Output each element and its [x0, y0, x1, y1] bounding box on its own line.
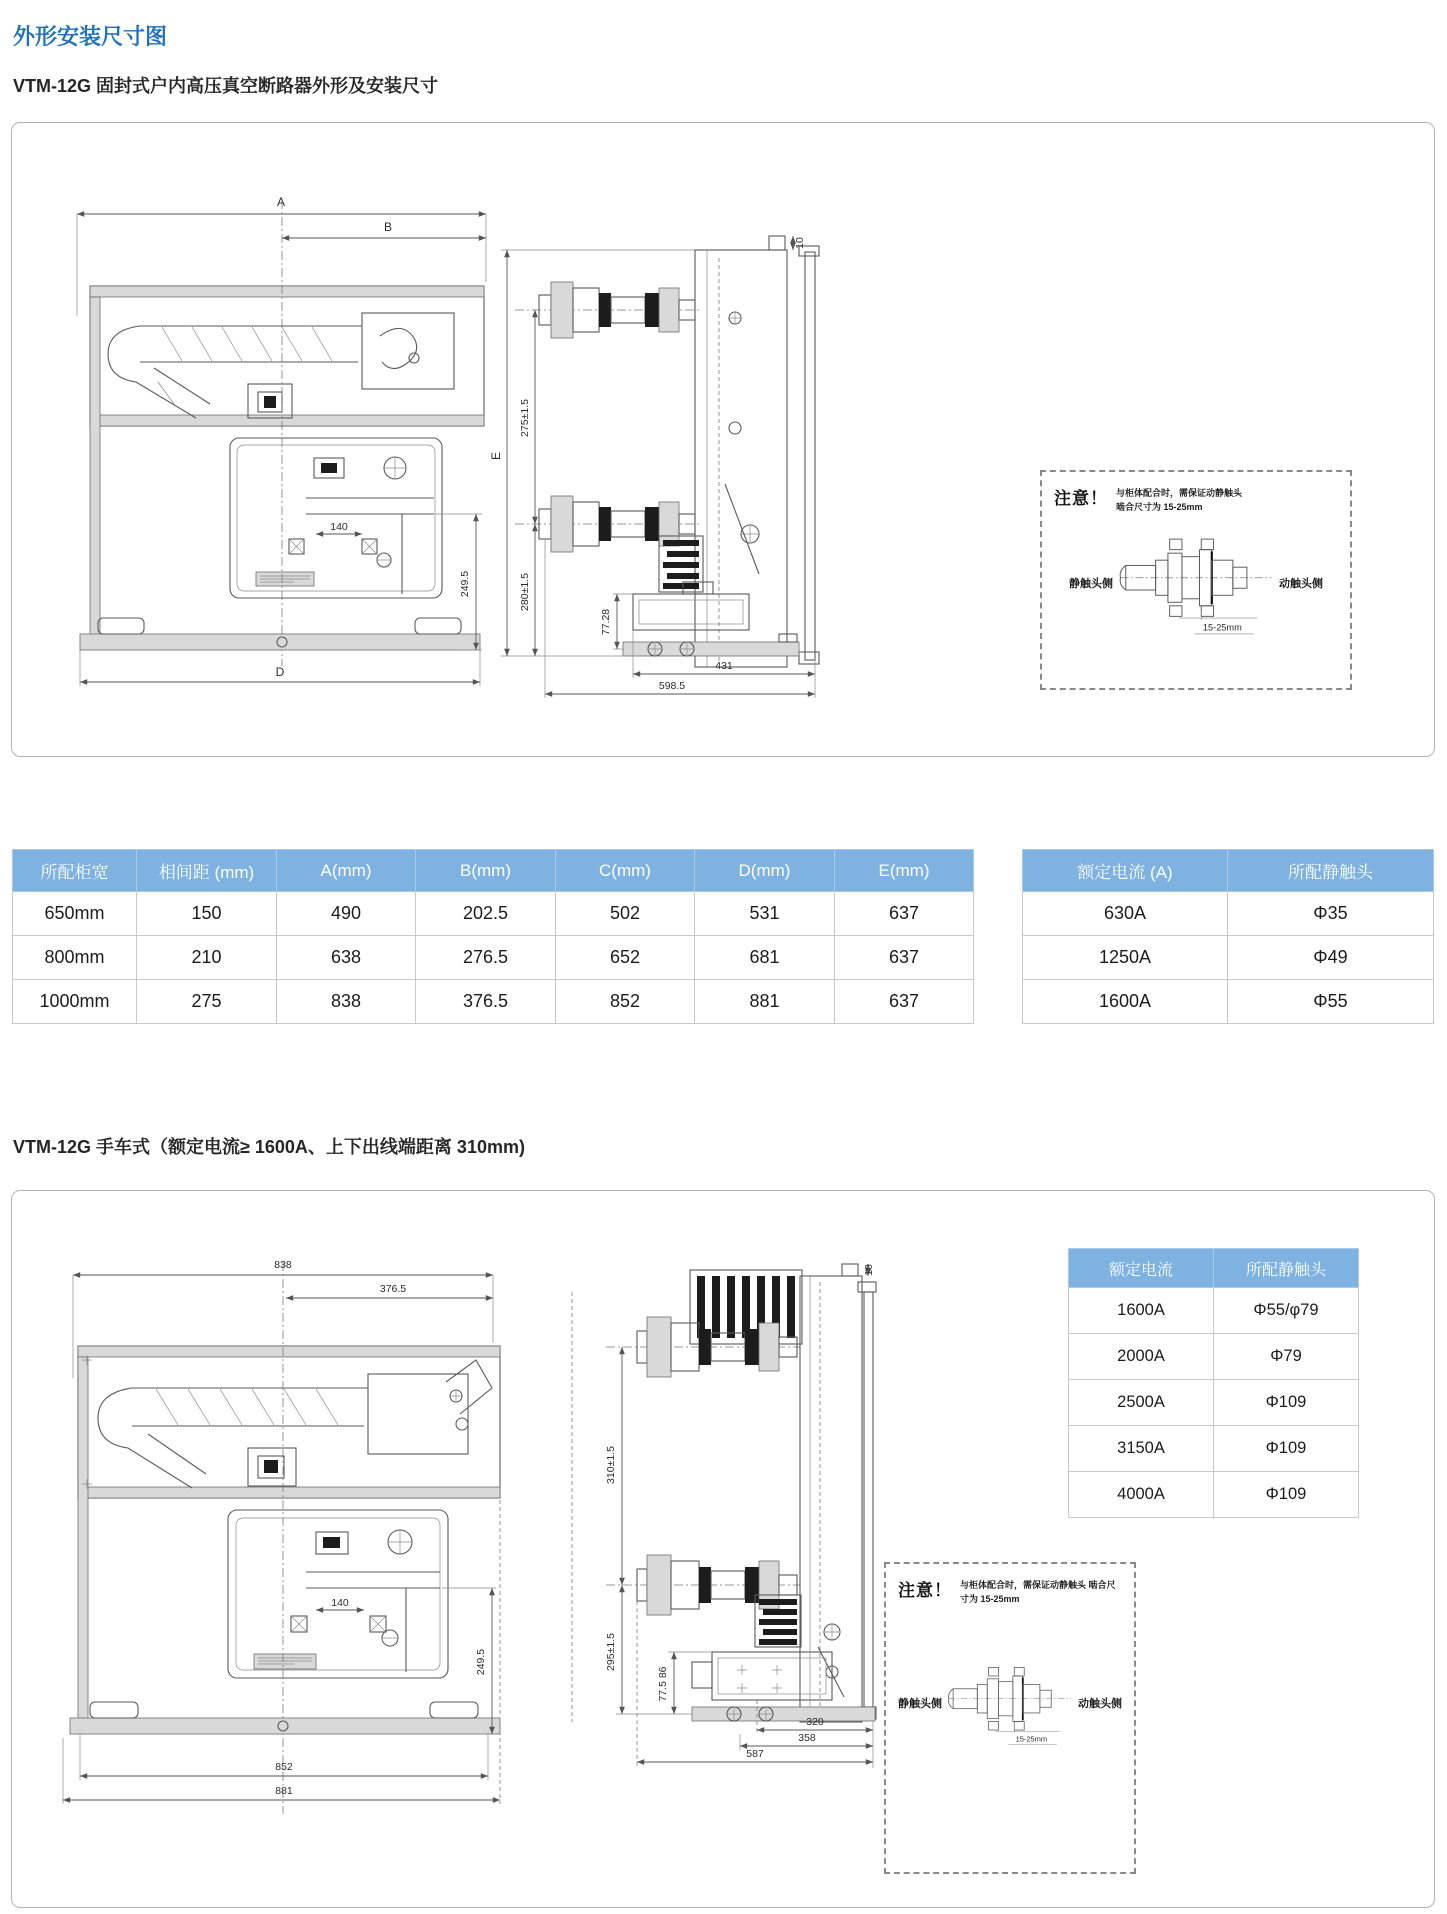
dim-label-140: 140: [331, 1597, 349, 1609]
table-cell: 1600A: [1069, 1288, 1214, 1334]
table-cell: 637: [835, 892, 974, 936]
dim-label-280: 280±1.5: [519, 573, 531, 611]
front-view-drawing-2: [48, 1248, 528, 1848]
contact-table-fixed: [1022, 849, 1434, 1024]
table-cell: 276.5: [416, 936, 556, 980]
housing-chamber: [78, 1346, 500, 1728]
dim-label-320: 320: [806, 1716, 824, 1728]
column-header: 额定电流 (A): [1023, 850, 1228, 892]
table-cell: 652: [556, 936, 695, 980]
terminal-box: [368, 1360, 492, 1454]
column-header: E(mm): [835, 850, 974, 892]
terminal-box: [362, 313, 454, 389]
front-view-drawing-1: [62, 186, 492, 706]
section1-subtitle: VTM-12G 固封式户内高压真空断路器外形及安装尺寸: [13, 76, 439, 96]
bellows: [659, 536, 703, 592]
note-line-1: 与柜体配合时，需保证动静触头: [1116, 488, 1243, 498]
note-title: 注意！: [1054, 489, 1108, 508]
table-cell: 852: [556, 980, 695, 1024]
table-cell: 637: [835, 936, 974, 980]
table-cell: 800mm: [13, 936, 137, 980]
dim-852: [80, 1734, 488, 1780]
cable-clamp: [248, 1448, 296, 1486]
pole-assembly-upper: [515, 282, 699, 338]
moving-contact-label: 动触头侧: [1279, 577, 1323, 590]
dimension-table: [12, 849, 974, 1024]
table-row: [1023, 980, 1434, 1024]
table-cell: 881: [695, 980, 835, 1024]
dim-B: [282, 220, 486, 238]
dim-10: [863, 1264, 875, 1276]
column-header: 所配柜宽: [13, 850, 137, 892]
dim-label-431: 431: [715, 660, 733, 672]
table-cell: Φ35: [1228, 892, 1434, 936]
dim-label-140: 140: [330, 521, 348, 533]
table-cell: 2500A: [1069, 1380, 1214, 1426]
bottom-assembly: [692, 1652, 875, 1721]
table-header-row: [1023, 850, 1434, 892]
note-text: [960, 1578, 1122, 1607]
table-cell: Φ55: [1228, 980, 1434, 1024]
dim-881: [63, 1500, 500, 1804]
dim-280: [519, 524, 535, 656]
section2-subtitle: VTM-12G 手车式（额定电流≥ 1600A、上下出线端距离 310mm): [13, 1137, 525, 1157]
table-cell: 210: [137, 936, 277, 980]
dim-3765: [286, 1283, 493, 1298]
dim-label-587: 587: [746, 1748, 764, 1760]
dim-310: [605, 1347, 622, 1585]
dim-label-775-86: 77.5 86: [657, 1666, 669, 1702]
cable-clamp: [248, 384, 292, 418]
note-line-2: 啮合尺寸为 15-25mm: [960, 1580, 1116, 1605]
dim-label-2495: 249.5: [459, 570, 471, 598]
table-cell: 150: [137, 892, 277, 936]
table-cell: 376.5: [416, 980, 556, 1024]
side-view-drawing-2: [542, 1252, 877, 1777]
column-header: D(mm): [695, 850, 835, 892]
table-cell: 1250A: [1023, 936, 1228, 980]
mechanism-box: [230, 438, 442, 598]
dim-label-5985: 598.5: [658, 680, 686, 692]
table-header-row: [13, 850, 974, 892]
table-cell: 2000A: [1069, 1334, 1214, 1380]
note-line-1: 与柜体配合时，需保证动静触头: [960, 1580, 1087, 1590]
table-cell: Φ109: [1214, 1380, 1359, 1426]
table-cell: 3150A: [1069, 1426, 1214, 1472]
table-cell: 531: [695, 892, 835, 936]
dim-label-310: 310±1.5: [605, 1446, 617, 1484]
table-header-row: [1069, 1249, 1359, 1288]
table-cell: 1000mm: [13, 980, 137, 1024]
dim-label-a: A: [276, 195, 286, 209]
dim-D: [80, 650, 480, 686]
dim-label-275: 275±1.5: [519, 399, 531, 437]
table-cell: Φ109: [1214, 1472, 1359, 1518]
note-line-2: 啮合尺寸为 15-25mm: [1116, 502, 1203, 513]
dim-label-10: 10: [863, 1264, 875, 1276]
frame-plate: [800, 1264, 876, 1722]
contact-table-handcart: [1068, 1248, 1359, 1518]
engagement-gap-label: 15-25mm: [1015, 1734, 1048, 1744]
table-cell: 681: [695, 936, 835, 980]
column-header: 所配静触头: [1214, 1249, 1359, 1288]
table-cell: Φ79: [1214, 1334, 1359, 1380]
table-row: [1023, 936, 1434, 980]
contact-engagement-diagram: [1117, 519, 1275, 647]
table-cell: 275: [137, 980, 277, 1024]
table-cell: 202.5: [416, 892, 556, 936]
table-cell: 838: [277, 980, 416, 1024]
column-header: 所配静触头: [1228, 850, 1434, 892]
dim-label-358: 358: [798, 1732, 816, 1744]
table-row: [13, 936, 974, 980]
column-header: 额定电流: [1069, 1249, 1214, 1288]
note-text: [1116, 486, 1242, 515]
table-cell: 637: [835, 980, 974, 1024]
table-cell: Φ49: [1228, 936, 1434, 980]
column-header: C(mm): [556, 850, 695, 892]
dim-label-838: 838: [274, 1259, 292, 1271]
bellows: [755, 1595, 801, 1647]
table-row: [1069, 1472, 1359, 1518]
table-row: [1023, 892, 1434, 936]
engagement-gap-label: 15-25mm: [1202, 622, 1242, 633]
dim-label-e: E: [489, 451, 503, 461]
table-cell: 1600A: [1023, 980, 1228, 1024]
note-box-2: [884, 1562, 1136, 1874]
dim-label-7728: 77.28: [600, 608, 612, 636]
dim-label-d: D: [275, 665, 285, 679]
page-title: 外形安装尺寸图: [13, 24, 168, 49]
static-contact-label: 静触头侧: [1069, 577, 1113, 590]
table-cell: Φ109: [1214, 1426, 1359, 1472]
table-row: [13, 892, 974, 936]
dim-775-86: [657, 1652, 712, 1714]
static-contact-label: 静触头侧: [898, 1697, 942, 1710]
table-cell: 630A: [1023, 892, 1228, 936]
table-row: [1069, 1426, 1359, 1472]
dim-label-b: B: [383, 220, 393, 234]
mechanism-box: [228, 1510, 448, 1678]
busbar: [108, 326, 362, 418]
dim-249-5: [442, 1588, 496, 1734]
dim-7728: [600, 594, 633, 649]
dim-label-10: 10: [794, 237, 806, 249]
frame-plate: [695, 236, 819, 667]
bottom-rail: [70, 1702, 500, 1734]
bottom-rail: [80, 618, 480, 650]
table-row: [1069, 1334, 1359, 1380]
table-cell: 638: [277, 936, 416, 980]
busbar: [98, 1388, 368, 1488]
dim-275: [519, 310, 535, 524]
side-view-drawing-1: [487, 222, 832, 717]
table-row: [1069, 1288, 1359, 1334]
dim-label-852: 852: [275, 1761, 293, 1773]
moving-contact-label: 动触头侧: [1078, 1697, 1122, 1710]
table-row: [13, 980, 974, 1024]
table-cell: 650mm: [13, 892, 137, 936]
contact-engagement-diagram: [946, 1641, 1074, 1765]
table-cell: 502: [556, 892, 695, 936]
pole-assembly-lower: [606, 1555, 800, 1615]
table-row: [1069, 1380, 1359, 1426]
dim-label-295: 295±1.5: [605, 1633, 617, 1671]
dim-label-2495: 249.5: [475, 1648, 487, 1676]
table-cell: Φ55/φ79: [1214, 1288, 1359, 1334]
dim-label-881: 881: [275, 1785, 293, 1797]
note-title: 注意！: [898, 1581, 952, 1600]
housing-chamber: [90, 286, 484, 642]
dim-label-3765: 376.5: [379, 1283, 407, 1295]
column-header: 相间距 (mm): [137, 850, 277, 892]
bottom-assembly: [623, 582, 799, 656]
table-cell: 490: [277, 892, 416, 936]
column-header: A(mm): [277, 850, 416, 892]
table-cell: 4000A: [1069, 1472, 1214, 1518]
column-header: B(mm): [416, 850, 556, 892]
dim-A: [77, 195, 486, 316]
dim-10: [793, 236, 806, 250]
note-box-1: [1040, 470, 1352, 690]
